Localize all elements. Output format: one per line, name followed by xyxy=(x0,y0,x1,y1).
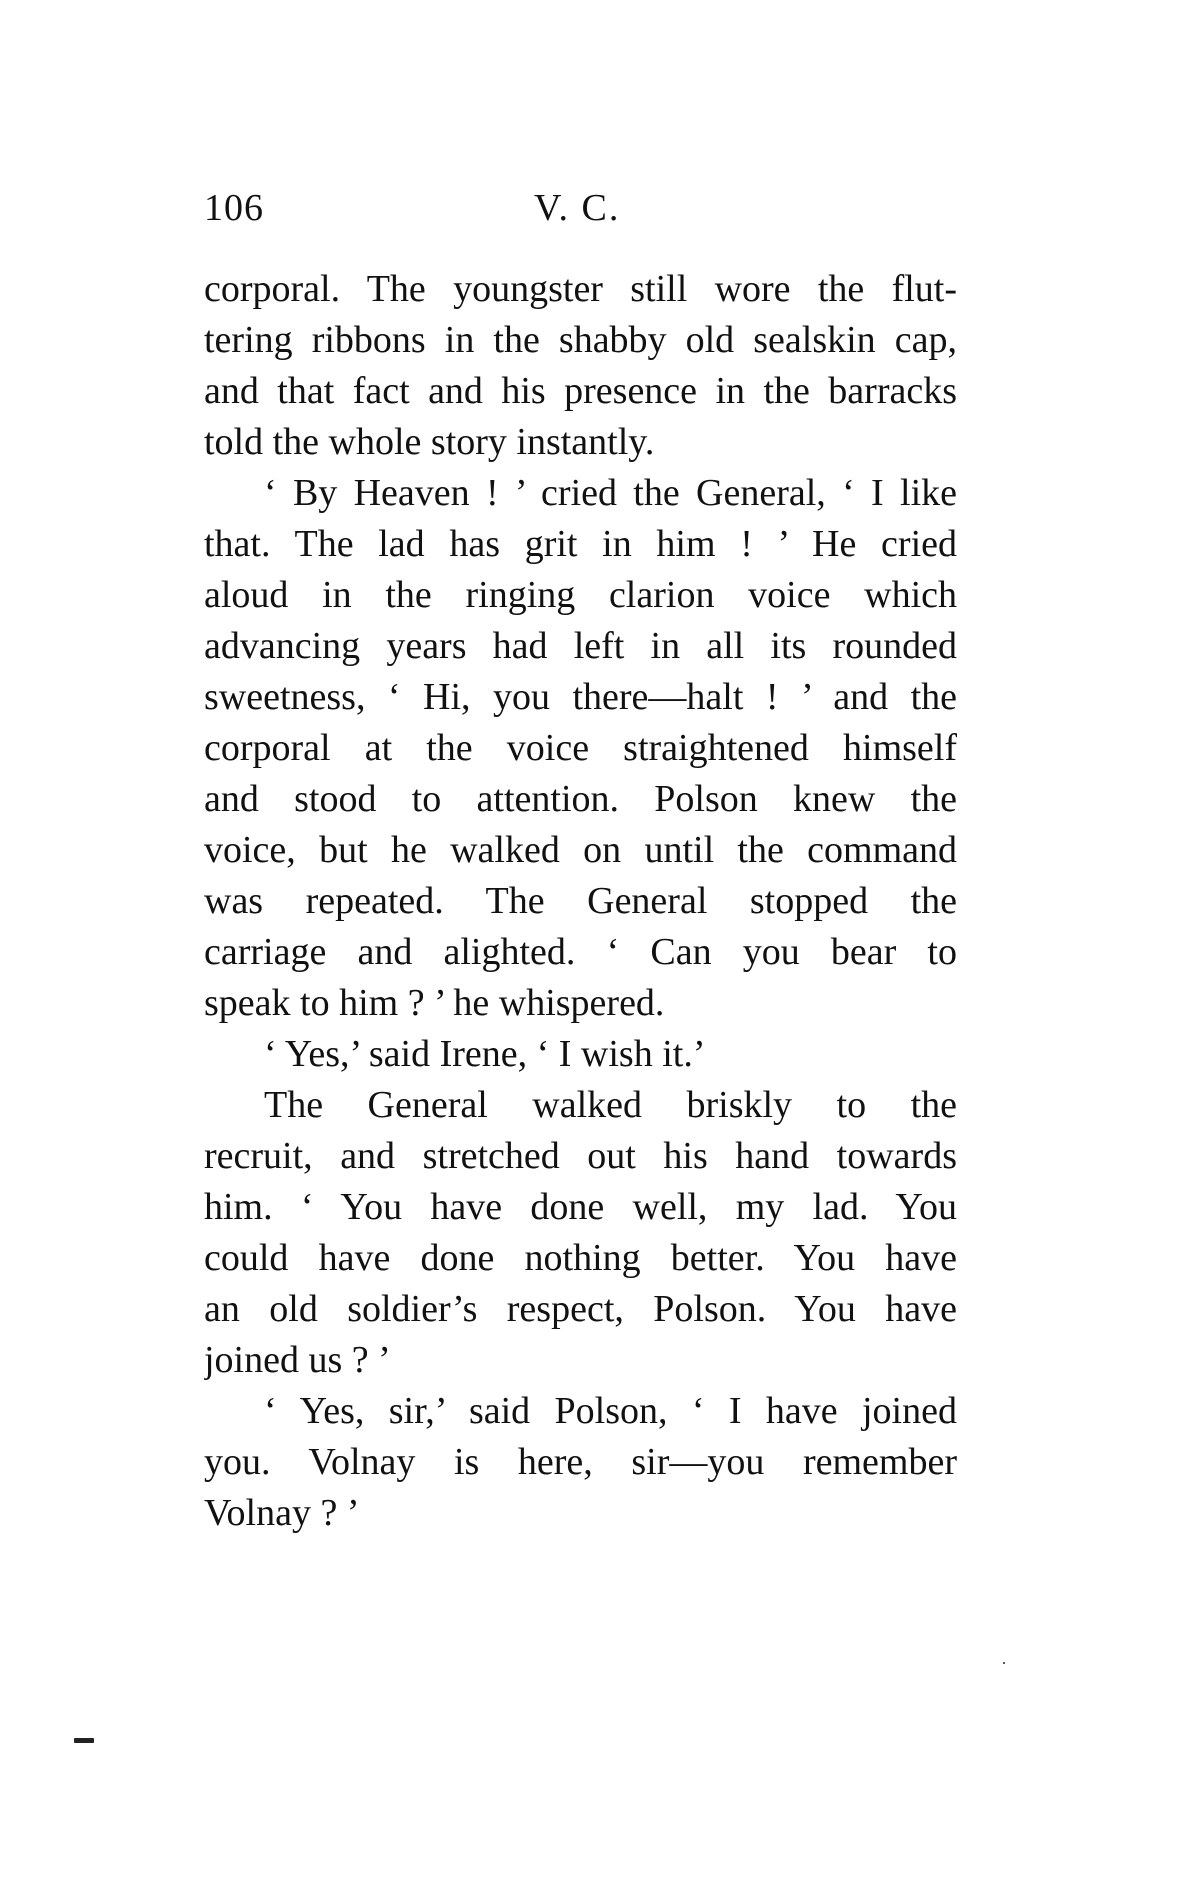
text-line: Volnay ? ’ xyxy=(204,1492,360,1534)
text-line: advancing years had left in all its rounded xyxy=(204,625,957,667)
body-text xyxy=(204,264,957,1539)
text-line: corporal at the voice straightened himself xyxy=(204,727,957,769)
text-line: corporal. The youngster still wore the flut- xyxy=(204,268,957,310)
text-line: told the whole story instantly. xyxy=(204,421,655,463)
text-line: that. The lad has grit in him ! ’ He cried xyxy=(204,523,957,565)
text-line: voice, but he walked on until the command xyxy=(204,829,957,871)
page-header xyxy=(204,186,952,236)
text-line: aloud in the ringing clarion voice which xyxy=(204,574,957,616)
text-line: could have done nothing better. You have xyxy=(204,1237,957,1279)
scan-speck xyxy=(1003,1662,1005,1664)
text-line: speak to him ? ’ he whispered. xyxy=(204,982,665,1024)
text-line: an old soldier’s respect, Polson. You have xyxy=(204,1288,957,1330)
text-line: The General walked briskly to the xyxy=(264,1084,957,1126)
text-line: ‘ Yes, sir,’ said Polson, ‘ I have joined xyxy=(264,1390,957,1432)
text-line: you. Volnay is here, sir—you remember xyxy=(204,1441,957,1483)
text-line: sweetness, ‘ Hi, you there—halt ! ’ and the xyxy=(204,676,957,718)
text-line: tering ribbons in the shabby old sealskin cap, xyxy=(204,319,957,361)
text-line: ‘ Yes,’ said Irene, ‘ I wish it.’ xyxy=(264,1033,706,1075)
text-line: ‘ By Heaven ! ’ cried the General, ‘ I like xyxy=(264,472,957,514)
text-line: recruit, and stretched out his hand towards xyxy=(204,1135,957,1177)
text-line: and stood to attention. Polson knew the xyxy=(204,778,957,820)
text-line: him. ‘ You have done well, my lad. You xyxy=(204,1186,957,1228)
text-line: carriage and alighted. ‘ Can you bear to xyxy=(204,931,957,973)
text-line: was repeated. The General stopped the xyxy=(204,880,957,922)
text-line: joined us ? ’ xyxy=(204,1339,391,1381)
running-head: V. C. xyxy=(534,187,621,229)
text-line: and that fact and his presence in the barracks xyxy=(204,370,957,412)
scan-speck xyxy=(74,1738,94,1743)
page-number: 106 xyxy=(204,187,264,229)
